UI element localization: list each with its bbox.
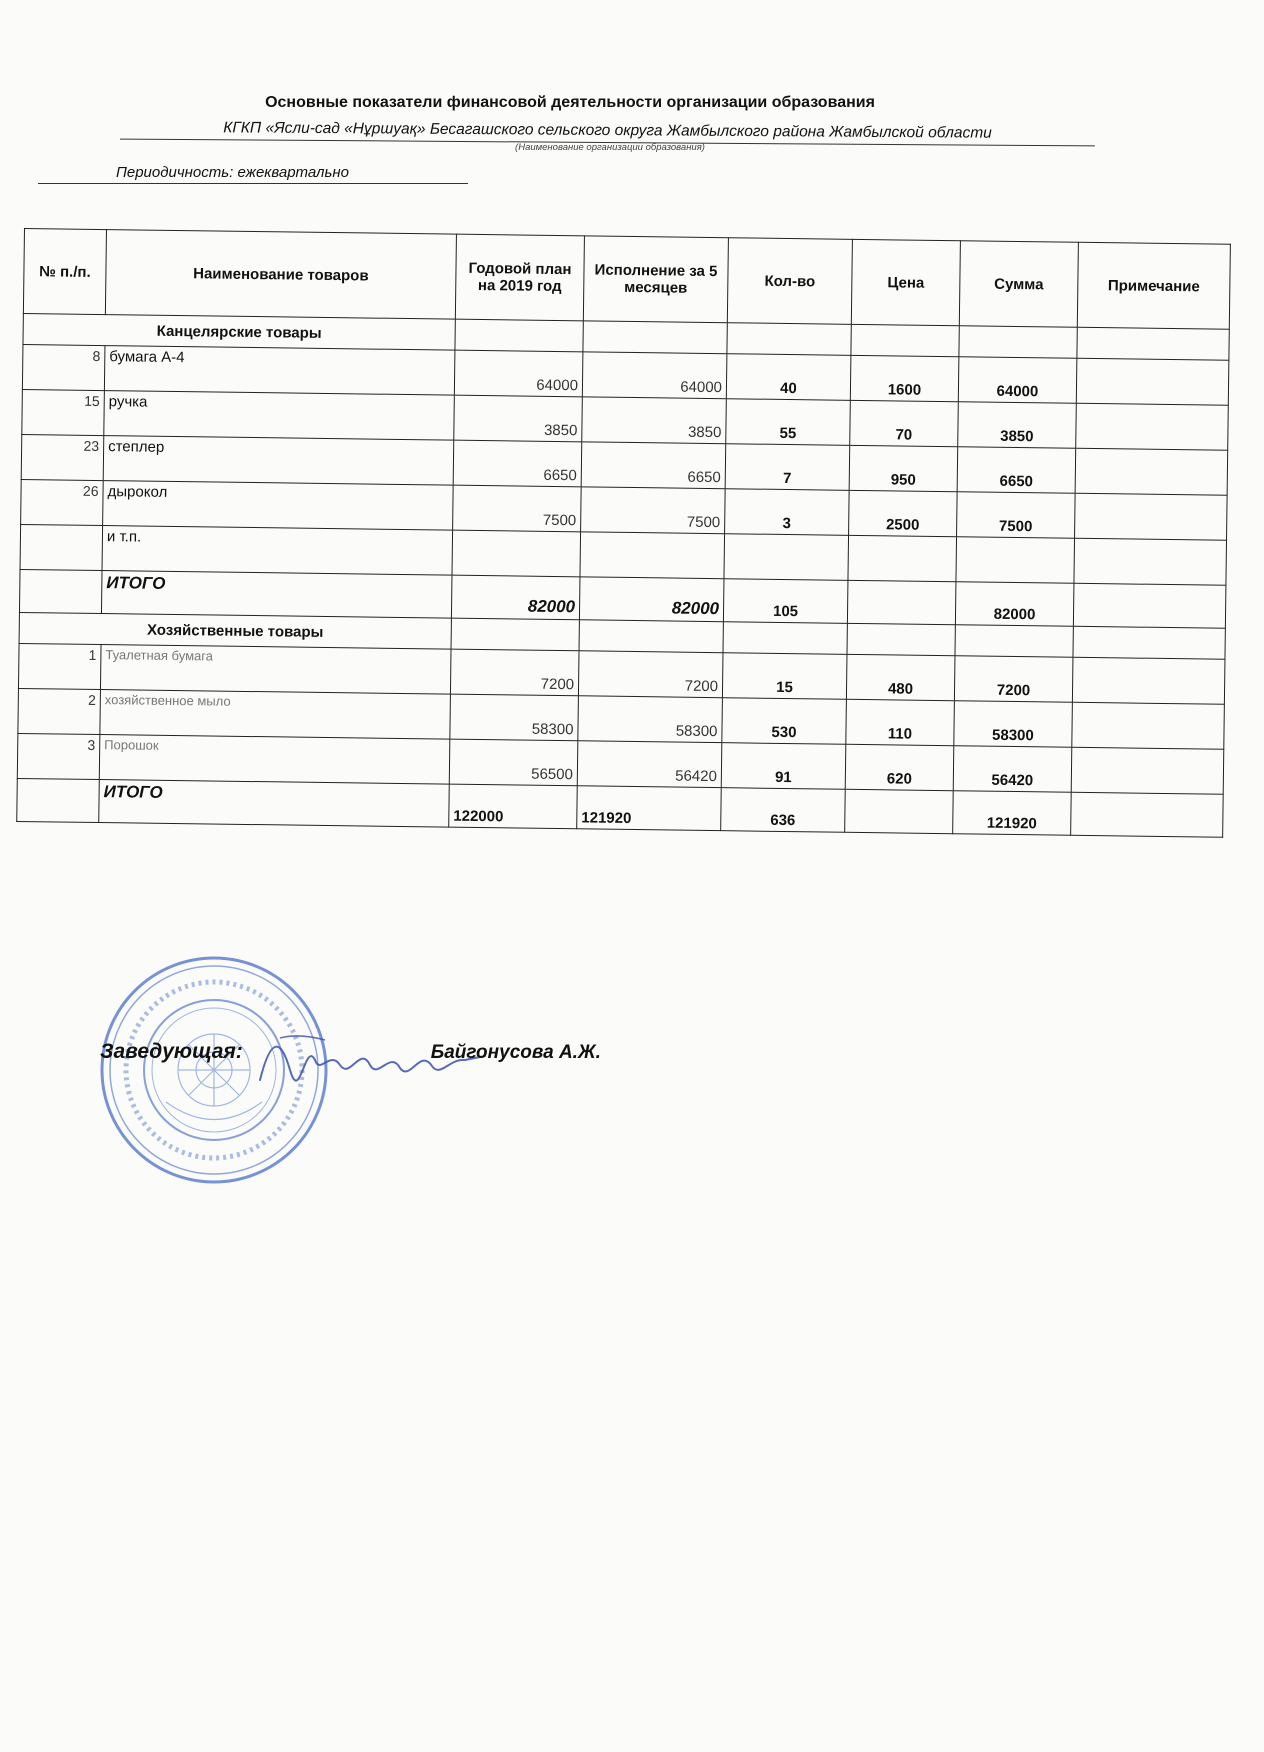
cell-note (1072, 702, 1225, 749)
total-label: ИТОГО (99, 780, 450, 828)
cell-sum: 58300 (954, 701, 1073, 748)
cell-name: Туалетная бумага (100, 645, 451, 695)
header-price: Цена (851, 239, 960, 325)
cell-name: и т.п. (102, 526, 453, 576)
cell-sum (956, 537, 1075, 584)
cell-price: 2500 (849, 490, 958, 536)
cell-plan: 7200 (450, 649, 579, 696)
signature-role: Заведующая: (100, 1040, 243, 1063)
cell-num (20, 524, 103, 570)
cell-name: хозяйственное мыло (100, 690, 451, 740)
total-qty: 636 (721, 788, 846, 833)
cell-note (1075, 493, 1228, 540)
cell-name: степлер (103, 436, 454, 486)
header-exec: Исполнение за 5 месяцев (583, 236, 728, 323)
cell-price: 1600 (850, 355, 959, 401)
cell-note (1072, 657, 1225, 704)
cell-num: 8 (22, 344, 105, 390)
header-plan: Годовой план на 2019 год (455, 234, 584, 321)
cell-exec: 6650 (581, 442, 726, 489)
cell-name: Порошок (99, 735, 450, 785)
organization-caption: (Наименование организации образования) (515, 142, 705, 153)
cell-qty (724, 534, 849, 581)
cell-sum: 56420 (953, 746, 1072, 793)
cell-note (1074, 538, 1227, 585)
cell-qty: 55 (726, 399, 851, 446)
total-label: ИТОГО (101, 571, 452, 619)
cell-name: дырокол (103, 481, 454, 531)
total-exec: 121920 (577, 786, 722, 831)
cell-price (848, 535, 957, 581)
cell-plan: 7500 (453, 485, 582, 532)
cell-sum: 3850 (958, 402, 1077, 449)
cell-note (1076, 403, 1229, 450)
total-sum: 121920 (953, 791, 1072, 836)
cell-qty: 40 (726, 354, 851, 401)
header-note: Примечание (1077, 242, 1230, 329)
document-title: Основные показатели финансовой деятельности организации образования (265, 94, 875, 111)
cell-plan: 58300 (450, 694, 579, 741)
header-sum: Сумма (959, 241, 1078, 328)
cell-sum: 64000 (958, 357, 1077, 404)
cell-num: 26 (21, 479, 104, 525)
cell-name: ручка (104, 391, 455, 441)
cell-note (1071, 747, 1224, 794)
cell-num: 3 (17, 733, 100, 779)
cell-qty: 91 (721, 743, 846, 790)
cell-num: 1 (18, 643, 101, 689)
cell-qty: 7 (725, 444, 850, 491)
cell-note (1076, 358, 1229, 405)
cell-sum: 7200 (954, 656, 1073, 703)
signature-line (100, 1040, 601, 1064)
table-header-row (23, 229, 1230, 330)
cell-price: 620 (845, 744, 954, 790)
cell-qty: 15 (722, 653, 847, 700)
cell-price: 70 (850, 400, 959, 446)
signature-name: Байгонусова А.Ж. (430, 1042, 601, 1063)
cell-plan: 56500 (449, 739, 578, 786)
cell-num: 23 (21, 434, 104, 480)
cell-price: 480 (846, 654, 955, 700)
cell-price: 950 (849, 445, 958, 491)
cell-num: 2 (18, 688, 101, 734)
cell-name: бумага А-4 (104, 346, 455, 396)
cell-note (1075, 448, 1228, 495)
cell-exec: 58300 (578, 696, 723, 743)
total-qty: 105 (723, 579, 848, 624)
header-name: Наименование товаров (105, 230, 456, 320)
periodicity: Периодичность: ежеквартально (38, 164, 468, 184)
cell-price: 110 (846, 699, 955, 745)
total-plan: 122000 (449, 784, 578, 829)
section-title: Хозяйственные товары (19, 612, 451, 649)
cell-exec: 7500 (581, 487, 726, 534)
cell-qty: 530 (722, 698, 847, 745)
total-plan: 82000 (451, 575, 580, 620)
cell-plan (452, 530, 581, 577)
total-price (847, 580, 956, 624)
cell-exec: 3850 (582, 397, 727, 444)
cell-plan: 3850 (454, 395, 583, 442)
cell-exec (580, 532, 725, 579)
header-qty: Кол-во (727, 238, 852, 325)
cell-qty: 3 (725, 489, 850, 536)
cell-num: 15 (22, 389, 105, 435)
financial-table (16, 228, 1231, 838)
total-sum: 82000 (955, 582, 1074, 627)
cell-sum: 6650 (957, 447, 1076, 494)
cell-plan: 64000 (454, 350, 583, 397)
cell-sum: 7500 (957, 492, 1076, 539)
cell-exec: 7200 (578, 651, 723, 698)
header-num: № п./п. (23, 229, 106, 315)
total-exec: 82000 (579, 577, 724, 622)
cell-exec: 56420 (577, 741, 722, 788)
total-price (845, 789, 954, 833)
cell-exec: 64000 (582, 352, 727, 399)
organization-name: КГКП «Ясли-сад «Нұршуақ» Бесагашского сельского округа Жамбылского района Жамбылской области (120, 119, 1095, 147)
cell-plan: 6650 (453, 440, 582, 487)
section-title: Канцелярские товары (23, 313, 455, 350)
